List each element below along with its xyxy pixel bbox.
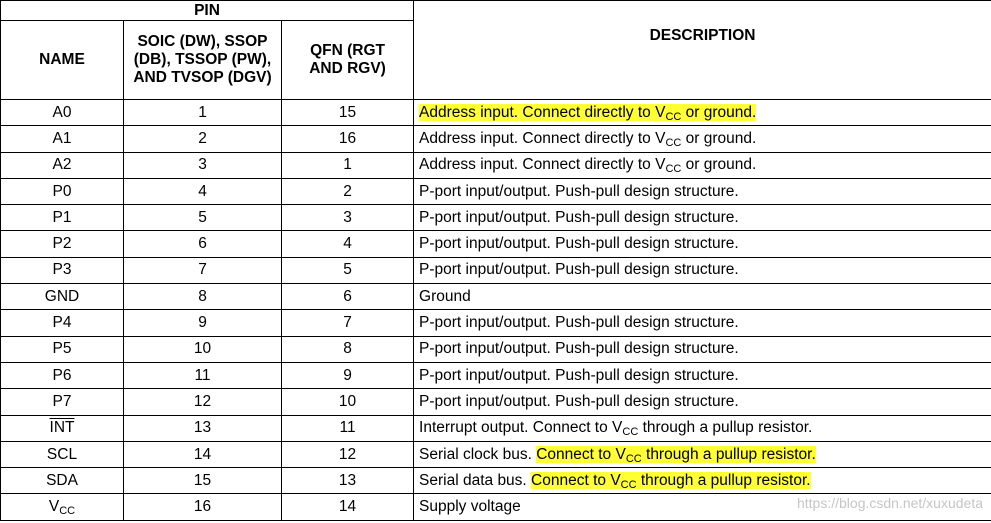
- pin-qfn: 9: [282, 362, 414, 388]
- pin-description: P-port input/output. Push-pull design structure.: [414, 257, 991, 283]
- table-row: [1, 257, 991, 283]
- pin-qfn: 13: [282, 468, 414, 494]
- pin-name: [1, 415, 124, 441]
- pin-qfn: 8: [282, 336, 414, 362]
- pin-name: P4: [1, 310, 124, 336]
- pin-name: P1: [1, 205, 124, 231]
- pin-soic: 3: [124, 152, 282, 178]
- table-row: [1, 389, 991, 415]
- description-header: DESCRIPTION: [414, 1, 991, 100]
- pin-soic: 16: [124, 494, 282, 520]
- pin-name: A1: [1, 126, 124, 152]
- pin-name: SDA: [1, 468, 124, 494]
- table-row: [1, 126, 991, 152]
- pin-description: P-port input/output. Push-pull design structure.: [414, 389, 991, 415]
- pin-qfn: 11: [282, 415, 414, 441]
- pin-description: P-port input/output. Push-pull design structure.: [414, 336, 991, 362]
- pin-name: GND: [1, 284, 124, 310]
- pin-name: SCL: [1, 441, 124, 467]
- pin-name: $V_{CC}$: [1, 494, 124, 520]
- soic-header: SOIC (DW), SSOP (DB), TSSOP (PW), AND TVSOP (DGV): [124, 21, 282, 100]
- pin-soic: 13: [124, 415, 282, 441]
- pin-soic: 9: [124, 310, 282, 336]
- pin-name: P2: [1, 231, 124, 257]
- pin-name: P5: [1, 336, 124, 362]
- pin-qfn: 10: [282, 389, 414, 415]
- pin-description: Serial data bus. Connect to $V_{CC}$ through a pullup resistor.: [414, 468, 991, 494]
- table-row: [1, 178, 991, 204]
- table-row: [1, 310, 991, 336]
- table-row: [1, 336, 991, 362]
- pin-qfn: 7: [282, 310, 414, 336]
- pin-name-int-overline: $\overline{INT}$: [49, 419, 75, 437]
- name-header: NAME: [1, 21, 124, 100]
- pin-header: PIN: [1, 1, 414, 21]
- pin-description: P-port input/output. Push-pull design structure.: [414, 362, 991, 388]
- table-row: [1, 362, 991, 388]
- pin-description: Address input. Connect directly to $V_{CC}$ or ground.: [414, 152, 991, 178]
- pin-description: P-port input/output. Push-pull design structure.: [414, 310, 991, 336]
- pin-soic: 2: [124, 126, 282, 152]
- table-row: [1, 468, 991, 494]
- table-row: [1, 441, 991, 467]
- pin-soic: 10: [124, 336, 282, 362]
- table-row: [1, 100, 991, 126]
- pin-soic: 11: [124, 362, 282, 388]
- pin-name: P0: [1, 178, 124, 204]
- pin-description: Supply voltage: [414, 494, 991, 520]
- pin-description: P-port input/output. Push-pull design structure.: [414, 205, 991, 231]
- pin-qfn: 16: [282, 126, 414, 152]
- table-row: [1, 284, 991, 310]
- pin-soic: 1: [124, 100, 282, 126]
- pin-description: Address input. Connect directly to $V_{CC}$ or ground.: [414, 126, 991, 152]
- pin-soic: 7: [124, 257, 282, 283]
- pin-qfn: 1: [282, 152, 414, 178]
- pin-name: P6: [1, 362, 124, 388]
- pin-soic: 14: [124, 441, 282, 467]
- pin-soic: 8: [124, 284, 282, 310]
- table-row: [1, 205, 991, 231]
- pin-name: A0: [1, 100, 124, 126]
- pin-soic: 15: [124, 468, 282, 494]
- pin-name: P3: [1, 257, 124, 283]
- pin-soic: 5: [124, 205, 282, 231]
- pin-description: [414, 100, 991, 126]
- pin-qfn: 5: [282, 257, 414, 283]
- pin-soic: 6: [124, 231, 282, 257]
- pin-name: A2: [1, 152, 124, 178]
- pin-description: P-port input/output. Push-pull design structure.: [414, 231, 991, 257]
- pin-qfn: 2: [282, 178, 414, 204]
- table-row: [1, 415, 991, 441]
- pin-description: Interrupt output. Connect to $V_{CC}$ through a pullup resistor.: [414, 415, 991, 441]
- qfn-header: QFN (RGT AND RGV): [282, 21, 414, 100]
- pin-soic: 4: [124, 178, 282, 204]
- pin-qfn: 4: [282, 231, 414, 257]
- highlighted-text: Connect to $V_{CC}$ through a pullup resistor.: [531, 471, 811, 491]
- table-row: [1, 152, 991, 178]
- highlighted-text: Address input. Connect directly to $V_{CC}$ or ground.: [419, 103, 757, 123]
- pin-qfn: 15: [282, 100, 414, 126]
- watermark: https://blog.csdn.net/xuxudeta: [796, 495, 983, 511]
- pin-qfn: 14: [282, 494, 414, 520]
- pin-qfn: 12: [282, 441, 414, 467]
- pin-description: Serial clock bus. Connect to $V_{CC}$ through a pullup resistor.: [414, 441, 991, 467]
- header-row-pin: [1, 1, 991, 21]
- pin-description: Ground: [414, 284, 991, 310]
- pin-qfn: 6: [282, 284, 414, 310]
- pin-name: P7: [1, 389, 124, 415]
- pin-description: P-port input/output. Push-pull design structure.: [414, 178, 991, 204]
- pin-qfn: 3: [282, 205, 414, 231]
- table-row: [1, 231, 991, 257]
- highlighted-text: Connect to $V_{CC}$ through a pullup resistor.: [536, 445, 816, 465]
- pin-soic: 12: [124, 389, 282, 415]
